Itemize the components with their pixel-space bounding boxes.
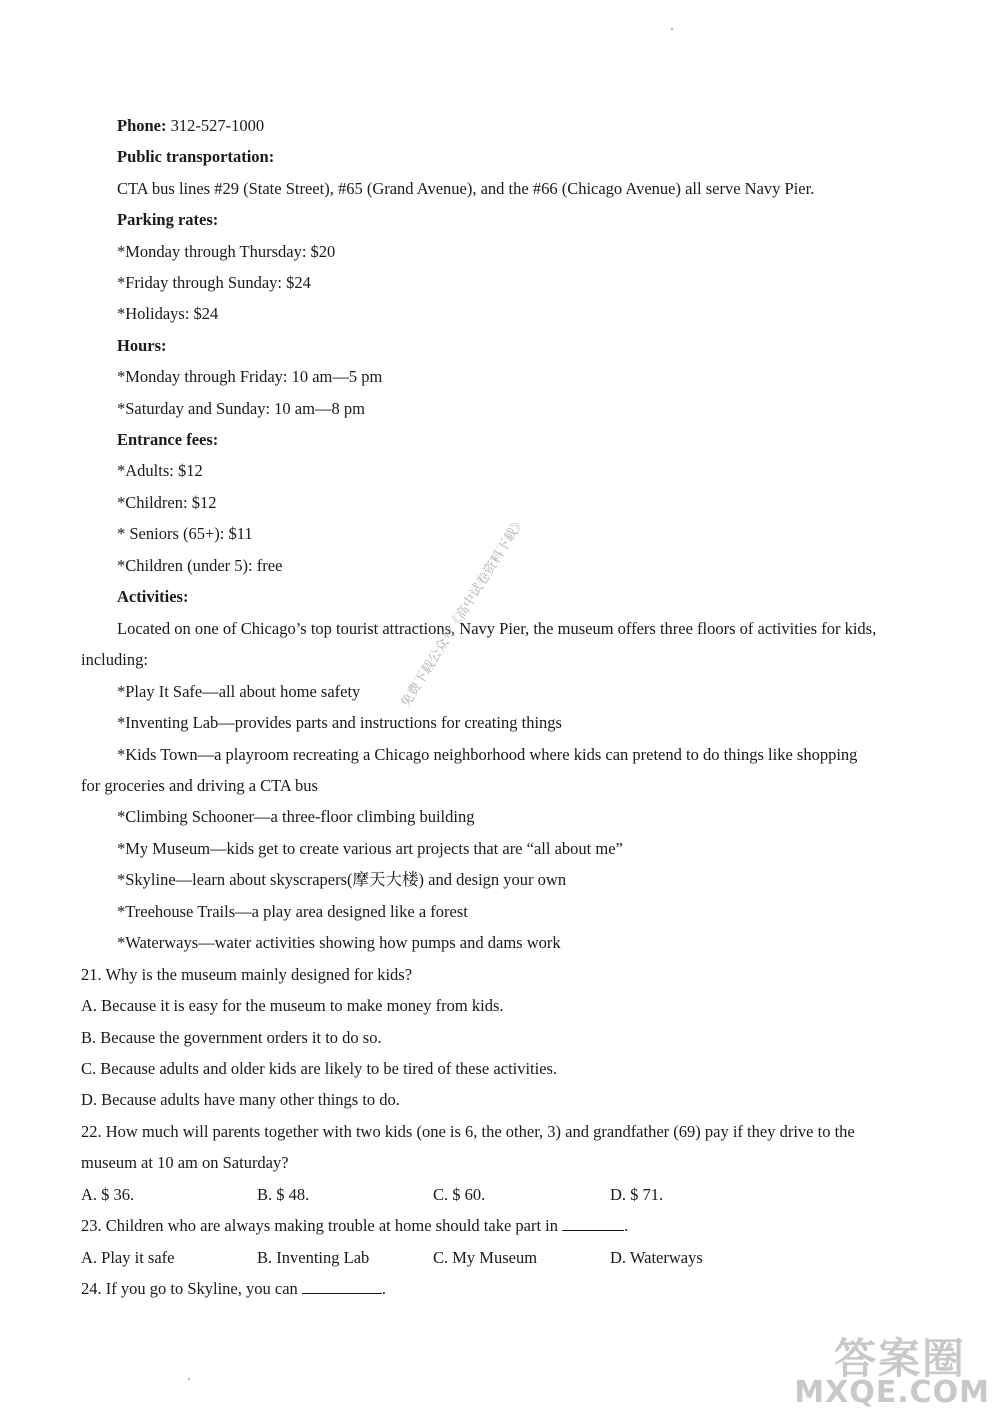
fee-item: *Children (under 5): free — [117, 556, 283, 575]
question-22-option: C. $ 60. — [433, 1185, 486, 1204]
question-21-option: C. Because adults and older kids are likely to be tired of these activities. — [81, 1059, 558, 1078]
site-logo — [758, 1326, 990, 1410]
parking-item: *Monday through Thursday: $20 — [117, 242, 336, 261]
logo-chinese-text: 答案圈 — [833, 1334, 966, 1383]
question-22-option: D. $ 71. — [610, 1185, 664, 1204]
activities-intro-cont: including: — [81, 650, 148, 669]
question-21-option: D. Because adults have many other things to do. — [81, 1090, 400, 1109]
phone-line — [117, 116, 264, 136]
question-23-stem: 23. Children who are always making trouble at home should take part in . — [81, 1216, 629, 1235]
parking-item: *Holidays: $24 — [117, 304, 219, 323]
hours-heading: Hours: — [117, 336, 167, 355]
transport-text: CTA bus lines #29 (State Street), #65 (Grand Avenue), and the #66 (Chicago Avenue) all serve Navy Pier. — [117, 179, 815, 198]
answer-blank — [562, 1216, 624, 1231]
transport-heading: Public transportation: — [117, 147, 275, 166]
fee-item: * Seniors (65+): $11 — [117, 524, 253, 543]
fees-heading: Entrance fees: — [117, 430, 219, 449]
hours-item: *Monday through Friday: 10 am—5 pm — [117, 367, 383, 386]
phone-value: 312-527-1000 — [166, 116, 265, 135]
question-21-option: A. Because it is easy for the museum to make money from kids. — [81, 996, 504, 1015]
activity-item: *Inventing Lab—provides parts and instructions for creating things — [117, 713, 562, 732]
question-22-option: B. $ 48. — [257, 1185, 310, 1204]
question-21-option: B. Because the government orders it to do so. — [81, 1028, 382, 1047]
fee-item: *Adults: $12 — [117, 461, 203, 480]
activity-item: *Waterways—water activities showing how pumps and dams work — [117, 933, 561, 952]
phone-label: Phone: — [117, 116, 167, 135]
watermark-text: 免费下载公众号《高中试卷资料下载》 — [398, 514, 529, 711]
activity-item: *Play It Safe—all about home safety — [117, 682, 361, 701]
question-23-option: A. Play it safe — [81, 1248, 175, 1267]
question-22-option: A. $ 36. — [81, 1185, 135, 1204]
activity-item: *Climbing Schooner—a three-floor climbing building — [117, 807, 475, 826]
question-23-option: D. Waterways — [610, 1248, 703, 1267]
scan-speck — [188, 1378, 190, 1380]
parking-heading: Parking rates: — [117, 210, 219, 229]
question-24-stem: 24. If you go to Skyline, you can . — [81, 1279, 387, 1298]
activities-intro: Located on one of Chicago’s top tourist attractions, Navy Pier, the museum offers three floors of activities for kids, — [117, 619, 877, 638]
hours-item: *Saturday and Sunday: 10 am—8 pm — [117, 399, 365, 418]
question-22-stem-cont: museum at 10 am on Saturday? — [81, 1153, 289, 1172]
question-22-stem: 22. How much will parents together with two kids (one is 6, the other, 3) and grandfather (69) pay if they drive to the — [81, 1122, 855, 1141]
activity-item: *Kids Town—a playroom recreating a Chicago neighborhood where kids can pretend to do things like shopping — [117, 745, 858, 764]
question-21-stem: 21. Why is the museum mainly designed for kids? — [81, 965, 413, 984]
question-23-option: B. Inventing Lab — [257, 1248, 370, 1267]
answer-blank — [302, 1279, 382, 1294]
logo-domain-text: MXQE.COM — [794, 1375, 990, 1410]
activity-item: *Treehouse Trails—a play area designed like a forest — [117, 902, 468, 921]
scan-speck — [671, 28, 673, 30]
activities-heading: Activities: — [117, 587, 189, 606]
fee-item: *Children: $12 — [117, 493, 217, 512]
parking-item: *Friday through Sunday: $24 — [117, 273, 311, 292]
activity-item: *Skyline—learn about skyscrapers(摩天大楼) and design your own — [117, 870, 567, 889]
activity-item: *My Museum—kids get to create various art projects that are “all about me” — [117, 839, 623, 858]
activity-item-cont: for groceries and driving a CTA bus — [81, 776, 318, 795]
question-23-option: C. My Museum — [433, 1248, 538, 1267]
